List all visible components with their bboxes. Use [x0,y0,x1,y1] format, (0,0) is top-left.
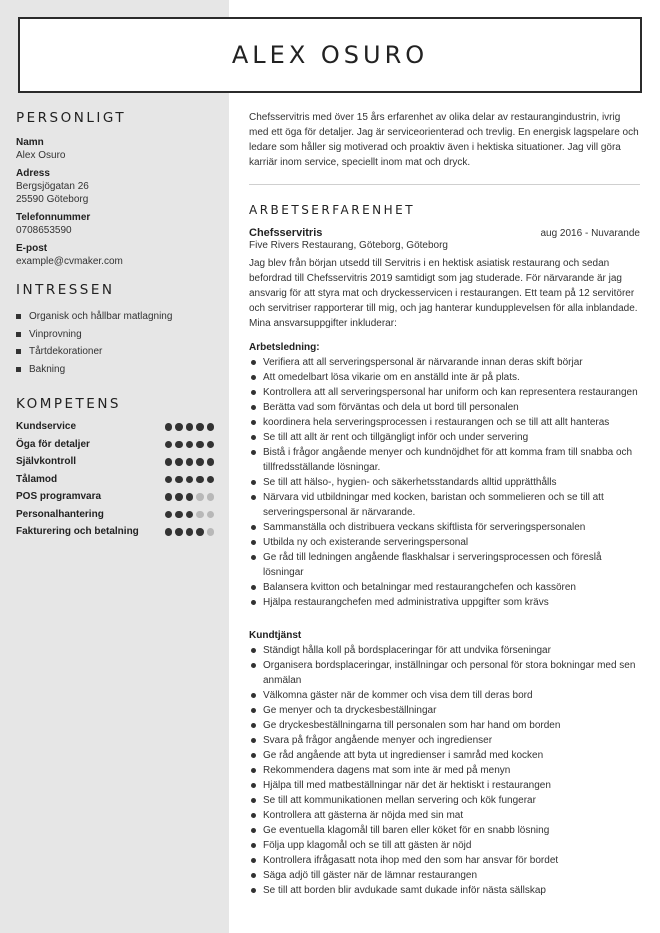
skill-level-dots [165,441,215,449]
skill-dot-filled [175,493,183,501]
duty-item: Ge menyer och ta dryckesbeställningar [249,703,640,718]
duty-item: Kontrollera att gästerna är nöjda med sin mat [249,808,640,823]
interests-list [16,308,216,378]
skill-dot-filled [186,441,194,449]
skill-dot-filled [186,423,194,431]
duty-item: Hjälpa till med matbeställningar när det är hektiskt i restaurangen [249,778,640,793]
personal-field-value [16,149,216,162]
duty-item: Följa upp klagomål och se till att gästen är nöjd [249,838,640,853]
interest-item: Bakning [16,361,216,379]
candidate-name: ALEX OSURO [231,41,429,69]
skill-level-dots [165,476,215,484]
skill-dot-filled [175,476,183,484]
skill-level-dots [165,511,215,519]
skill-name: Kundservice [16,421,77,433]
skill-row [16,471,216,489]
skill-dot-empty [196,511,204,519]
personal-field-line: 0708653590 [16,225,72,236]
experience-heading: ARBETSERFARENHET [249,203,416,217]
duty-item: Utbilda ny och existerande serveringspersonal [249,535,640,550]
skill-dot-empty [207,528,215,536]
skill-dot-filled [196,476,204,484]
interest-item: Vinprovning [16,326,216,344]
name-header [18,17,642,93]
skill-dot-filled [175,423,183,431]
skills-list [16,418,216,541]
job-company: Five Rivers Restaurang, Göteborg, Göteborg [249,240,448,251]
personal-field-value [16,255,216,268]
skill-name: Fakturering och betalning [16,526,139,538]
skill-dot-filled [186,493,194,501]
skill-dot-filled [196,441,204,449]
skill-row [16,488,216,506]
duty-item: koordinera hela serveringsprocessen i restaurangen och se till att allt hanteras [249,415,640,430]
skill-dot-empty [196,493,204,501]
job-date: aug 2016 - Nuvarande [540,228,640,239]
main-content [249,110,640,898]
job-description: Jag blev från början utsedd till Servitris i en hektisk asiatisk restaurang och sedan befordrad till Chefsservitris 2019 samtidigt som jag studerade. För närvarande är jag ansvarig för att styra mat och dryckesservicen i restaurangen. Ett team på 12 servitörer och servitriser rapporterar till mig, och jag hanterar kundupplevelsen för alla inblandade. Mina ansvarsuppgifter inkluderar: [249,258,638,329]
duty-item: Kontrollera ifrågasatt nota ihop med den som har ansvar för bordet [249,853,640,868]
duty-item: Säga adjö till gäster när de lämnar restaurangen [249,868,640,883]
duty-item: Se till att hälso-, hygien- och säkerhetsstandards alltid upprätthålls [249,475,640,490]
duty-item: Balansera kvitton och betalningar med restaurangchefen och kassören [249,580,640,595]
skill-dot-filled [165,511,173,519]
skill-dot-filled [186,528,194,536]
duties-list [249,355,640,610]
skill-row [16,453,216,471]
job-title: Chefsservitris [249,227,323,239]
skill-dot-filled [165,441,173,449]
skill-dot-filled [207,441,215,449]
section-gap [249,610,640,619]
duty-item: Ge råd till ledningen angående flaskhalsar i serveringsprocessen och föreslå lösningar [249,550,640,580]
skill-dot-filled [196,423,204,431]
duty-item: Bistå i frågor angående menyer och kundnöjdhet för att komma fram till snabba och tillfredsställande lösningar. [249,445,640,475]
duty-item: Sammanställa och distribuera veckans skiftlista för serveringspersonalen [249,520,640,535]
personal-heading: PERSONLIGT [16,110,127,126]
duty-item: Berätta vad som förväntas och dela ut bord till personalen [249,400,640,415]
skill-row [16,523,216,541]
skill-dot-filled [186,476,194,484]
personal-fields [16,136,216,268]
skill-row [16,506,216,524]
duty-item: Verifiera att all serveringspersonal är närvarande innan deras skift börjar [249,355,640,370]
skill-level-dots [165,423,215,431]
duty-item: Svara på frågor angående menyer och ingredienser [249,733,640,748]
personal-field-line: example@cvmaker.com [16,256,123,267]
duty-item: Ge råd angående att byta ut ingredienser i samråd med kocken [249,748,640,763]
profile-summary: Chefsservitris med över 15 års erfarenhet av olika delar av restaurangindustrin, ivrig med ett öga för detaljer. Jag är serviceorienterad och trevlig. En energisk lagspelare och ledare som håller sig motiverad och proaktiv även i hektiska situationer. Jag vill göra karriär inom service, speciellt inom mat och dryck. [249,112,639,168]
duty-item: Att omedelbart lösa vikarie om en anställd inte är på plats. [249,370,640,385]
skill-dot-filled [207,423,215,431]
duty-item: Ständigt hålla koll på bordsplaceringar för att undvika förseningar [249,643,640,658]
skill-name: Självkontroll [16,456,77,468]
skill-name: Öga för detaljer [16,438,90,450]
duty-item: Se till att kommunikationen mellan servering och kök fungerar [249,793,640,808]
skill-dot-filled [186,458,194,466]
duty-item: Ge eventuella klagomål till baren eller köket för en snabb lösning [249,823,640,838]
personal-field-line: Bergsjögatan 26 [16,181,89,192]
skill-level-dots [165,458,215,466]
job-sections [249,340,640,898]
duty-item: Rekommendera dagens mat som inte är med på menyn [249,763,640,778]
personal-field-value [16,224,216,237]
duties-list [249,643,640,898]
sidebar-content [16,110,216,541]
divider [249,184,640,185]
skill-row [16,436,216,454]
skill-dot-filled [207,476,215,484]
personal-field-label: E-post [16,243,48,254]
skill-dot-filled [196,528,204,536]
skill-dot-filled [165,528,173,536]
skill-level-dots [165,528,215,536]
skill-dot-filled [165,458,173,466]
duty-item: Välkomna gäster när de kommer och visa dem till deras bord [249,688,640,703]
skill-dot-filled [186,511,194,519]
duty-item: Kontrollera att all serveringspersonal har uniform och kan representera restaurangen [249,385,640,400]
interests-heading: INTRESSEN [16,282,115,298]
skill-dot-filled [175,458,183,466]
duties-heading: Kundtjänst [249,630,302,641]
duty-item: Närvara vid utbildningar med kocken, baristan och sommelieren och se till att serveringspersonal är närvarande. [249,490,640,520]
skill-row [16,418,216,436]
skill-name: Tålamod [16,473,58,485]
duty-item: Se till att allt är rent och tillgängligt inför och under servering [249,430,640,445]
skill-level-dots [165,493,215,501]
personal-field-value [16,180,216,206]
skill-dot-filled [165,493,173,501]
duty-item: Organisera bordsplaceringar, inställningar och personal för stora bokningar med sen anmälan [249,658,640,688]
skills-heading: KOMPETENS [16,396,122,412]
skill-dot-filled [175,441,183,449]
interest-item: Organisk och hållbar matlagning [16,308,216,326]
personal-field-label: Namn [16,137,44,148]
duties-heading: Arbetsledning: [249,342,320,353]
duty-item: Hjälpa restaurangchefen med administrativa uppgifter som krävs [249,595,640,610]
duty-item: Se till att borden blir avdukade samt dukade inför nästa sällskap [249,883,640,898]
skill-dot-filled [175,528,183,536]
skill-dot-filled [196,458,204,466]
interest-item: Tårtdekorationer [16,343,216,361]
skill-dot-empty [207,511,215,519]
skill-name: POS programvara [16,491,102,503]
personal-field-label: Telefonnummer [16,212,91,223]
skill-dot-filled [165,423,173,431]
skill-dot-filled [175,511,183,519]
personal-field-label: Adress [16,168,50,179]
personal-field-line: 25590 Göteborg [16,194,89,205]
personal-field-line: Alex Osuro [16,150,66,161]
skill-dot-filled [165,476,173,484]
skill-name: Personalhantering [16,508,104,520]
job-header [249,227,640,239]
skill-dot-filled [207,458,215,466]
skill-dot-empty [207,493,215,501]
duty-item: Ge dryckesbeställningarna till personalen som har hand om borden [249,718,640,733]
